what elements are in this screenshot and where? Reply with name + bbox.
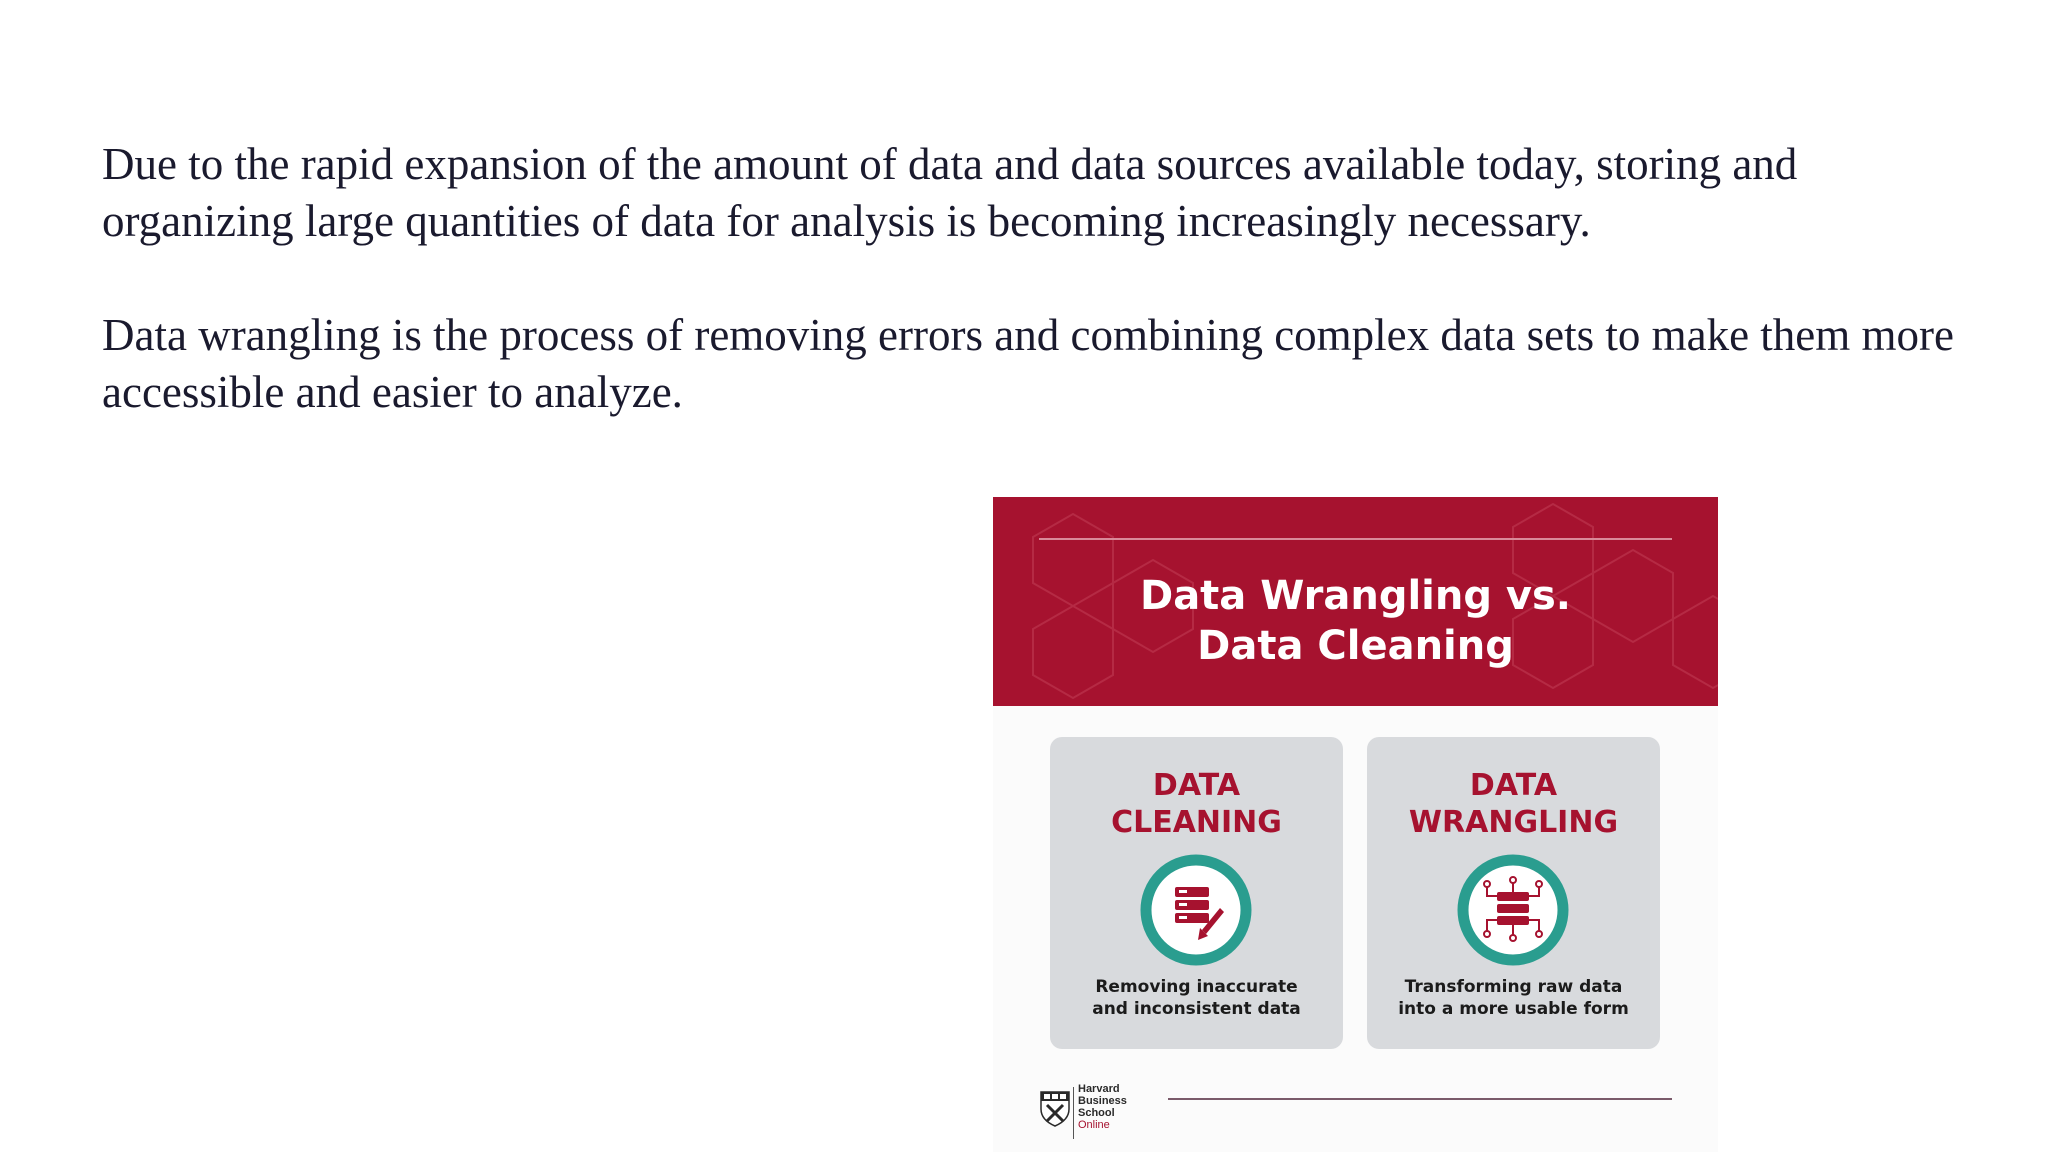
card-description: [1050, 976, 1343, 1020]
data-wrangling-icon: [1457, 854, 1569, 966]
banner-rule: [1039, 538, 1672, 540]
card-title-line-2: CLEANING: [1111, 805, 1282, 840]
card-desc-line-2: and inconsistent data: [1092, 999, 1301, 1019]
card-desc-line-1: Removing inaccurate: [1095, 977, 1298, 997]
paragraph-intro: Due to the rapid expansion of the amount of data and data sources available today, storing and organizing large quantities of data for analysis is becoming increasingly necessary.: [102, 139, 1798, 246]
infographic: [993, 497, 1718, 1152]
hbs-online-logo: [1040, 1083, 1160, 1143]
logo-text: [1078, 1083, 1127, 1131]
card-title: [1050, 767, 1343, 841]
card-data-wrangling: [1367, 737, 1660, 1049]
shield-icon: [1040, 1091, 1070, 1127]
footer-rule: [1168, 1098, 1672, 1100]
card-data-cleaning: [1050, 737, 1343, 1049]
infographic-banner: [993, 497, 1718, 706]
logo-line-4: Online: [1078, 1119, 1110, 1131]
logo-line-2: Business: [1078, 1095, 1127, 1107]
logo-divider: [1073, 1087, 1074, 1139]
paragraph-definition: Data wrangling is the process of removing errors and combining complex data sets to make them more accessible and easier to analyze.: [102, 310, 1954, 417]
card-desc-line-2: into a more usable form: [1398, 999, 1629, 1019]
card-title-line-1: DATA: [1152, 768, 1241, 803]
data-cleaning-icon: [1140, 854, 1252, 966]
logo-line-3: School: [1078, 1107, 1115, 1119]
infographic-title: [993, 571, 1718, 671]
title-line-1: Data Wrangling vs.: [1139, 573, 1571, 619]
card-title: [1367, 767, 1660, 841]
body-text: [102, 136, 1962, 478]
title-line-2: Data Cleaning: [1197, 623, 1514, 669]
card-title-line-1: DATA: [1469, 768, 1558, 803]
card-title-line-2: WRANGLING: [1408, 805, 1619, 840]
card-description: [1367, 976, 1660, 1020]
logo-line-1: Harvard: [1078, 1083, 1120, 1095]
card-desc-line-1: Transforming raw data: [1404, 977, 1623, 997]
